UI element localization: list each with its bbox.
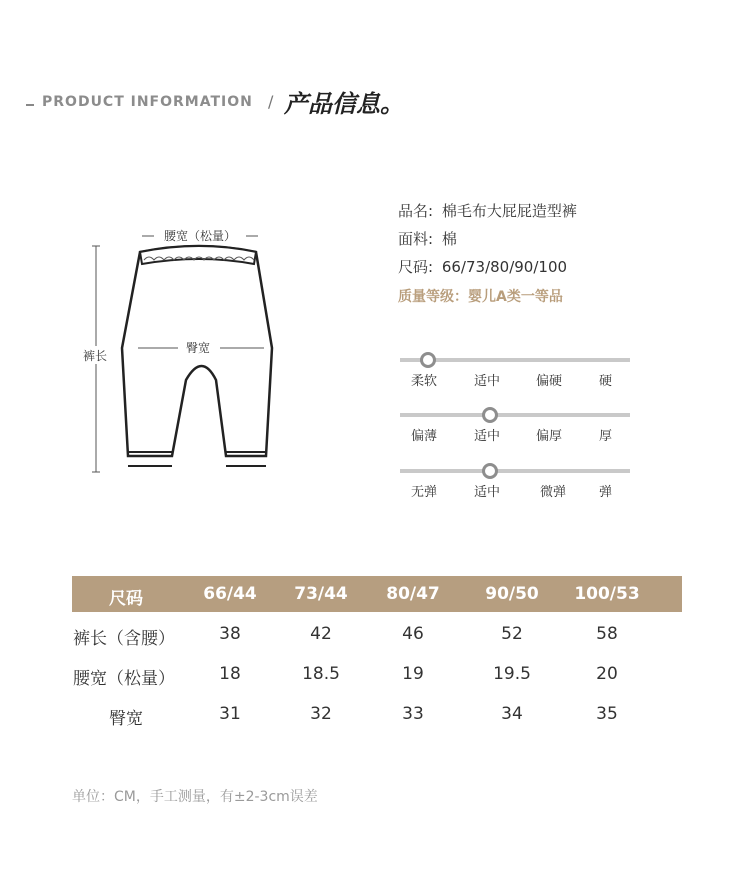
slider-label: 适中 [474, 374, 501, 389]
slider-label: 适中 [474, 429, 501, 444]
slider-label: 柔软 [411, 374, 438, 389]
table-header-cell: 100/53 [574, 584, 640, 604]
product-name-line [398, 200, 577, 221]
slider-track [400, 413, 630, 417]
measurement-footnote: 单位：CM，手工测量，有±2-3cm误差 [72, 789, 318, 805]
table-row [72, 664, 682, 688]
table-cell: 42 [310, 624, 332, 644]
slider-track [400, 469, 630, 473]
table-cell: 34 [501, 704, 523, 724]
header-slash: / [268, 92, 274, 111]
waist-label: 腰宽（松量） [163, 229, 237, 243]
pants-diagram [60, 220, 290, 480]
table-cell: 18.5 [302, 664, 340, 684]
table-cell: 38 [219, 624, 241, 644]
header-title-en: PRODUCT INFORMATION [42, 94, 253, 110]
slider-label: 偏硬 [536, 374, 563, 389]
size-key: 尺码: [398, 258, 434, 276]
table-cell: 19.5 [493, 664, 531, 684]
size-line [398, 256, 567, 277]
slider-label: 厚 [599, 429, 613, 444]
slider-knob [420, 352, 436, 368]
header-title-cn: 产品信息。 [284, 90, 404, 118]
table-cell: 19 [402, 664, 424, 684]
table-cell: 58 [596, 624, 618, 644]
table-cell: 33 [402, 704, 424, 724]
slider-label: 适中 [474, 485, 501, 500]
slider-label: 无弹 [411, 485, 438, 500]
material-key: 面料: [398, 230, 434, 248]
table-header-cell: 66/44 [203, 584, 257, 604]
slider-label: 偏厚 [536, 429, 563, 444]
hip-label: 臀宽 [185, 341, 211, 355]
table-cell: 35 [596, 704, 618, 724]
size-table-header [72, 576, 682, 612]
slider-label: 微弹 [540, 485, 567, 500]
slider-knob [482, 463, 498, 479]
table-cell: 20 [596, 664, 618, 684]
table-cell: 46 [402, 624, 424, 644]
product-name-key: 品名: [398, 202, 434, 220]
slider-label: 弹 [599, 485, 613, 500]
table-header-cell: 80/47 [386, 584, 440, 604]
table-cell: 52 [501, 624, 523, 644]
row-label: 臀宽 [109, 709, 143, 729]
header-dash [26, 104, 34, 106]
table-row [72, 624, 682, 648]
quality-grade: 质量等级：婴儿A类一等品 [398, 289, 563, 305]
table-cell: 18 [219, 664, 241, 684]
material-value: 棉 [441, 230, 457, 248]
table-header-cell: 73/44 [294, 584, 348, 604]
material-line [398, 228, 457, 249]
slider-label: 偏薄 [411, 429, 438, 444]
table-header-cell: 尺码 [109, 589, 143, 609]
size-value: 66/73/80/90/100 [441, 258, 568, 276]
table-cell: 32 [310, 704, 332, 724]
row-label: 裤长（含腰） [73, 629, 175, 649]
length-label: 裤长 [82, 349, 108, 363]
table-header-cell: 90/50 [485, 584, 539, 604]
product-name-value: 棉毛布大屁屁造型裤 [441, 202, 577, 220]
table-row [72, 704, 682, 728]
slider-label: 硬 [599, 374, 613, 389]
table-cell: 31 [219, 704, 241, 724]
slider-knob [482, 407, 498, 423]
row-label: 腰宽（松量） [73, 669, 175, 689]
